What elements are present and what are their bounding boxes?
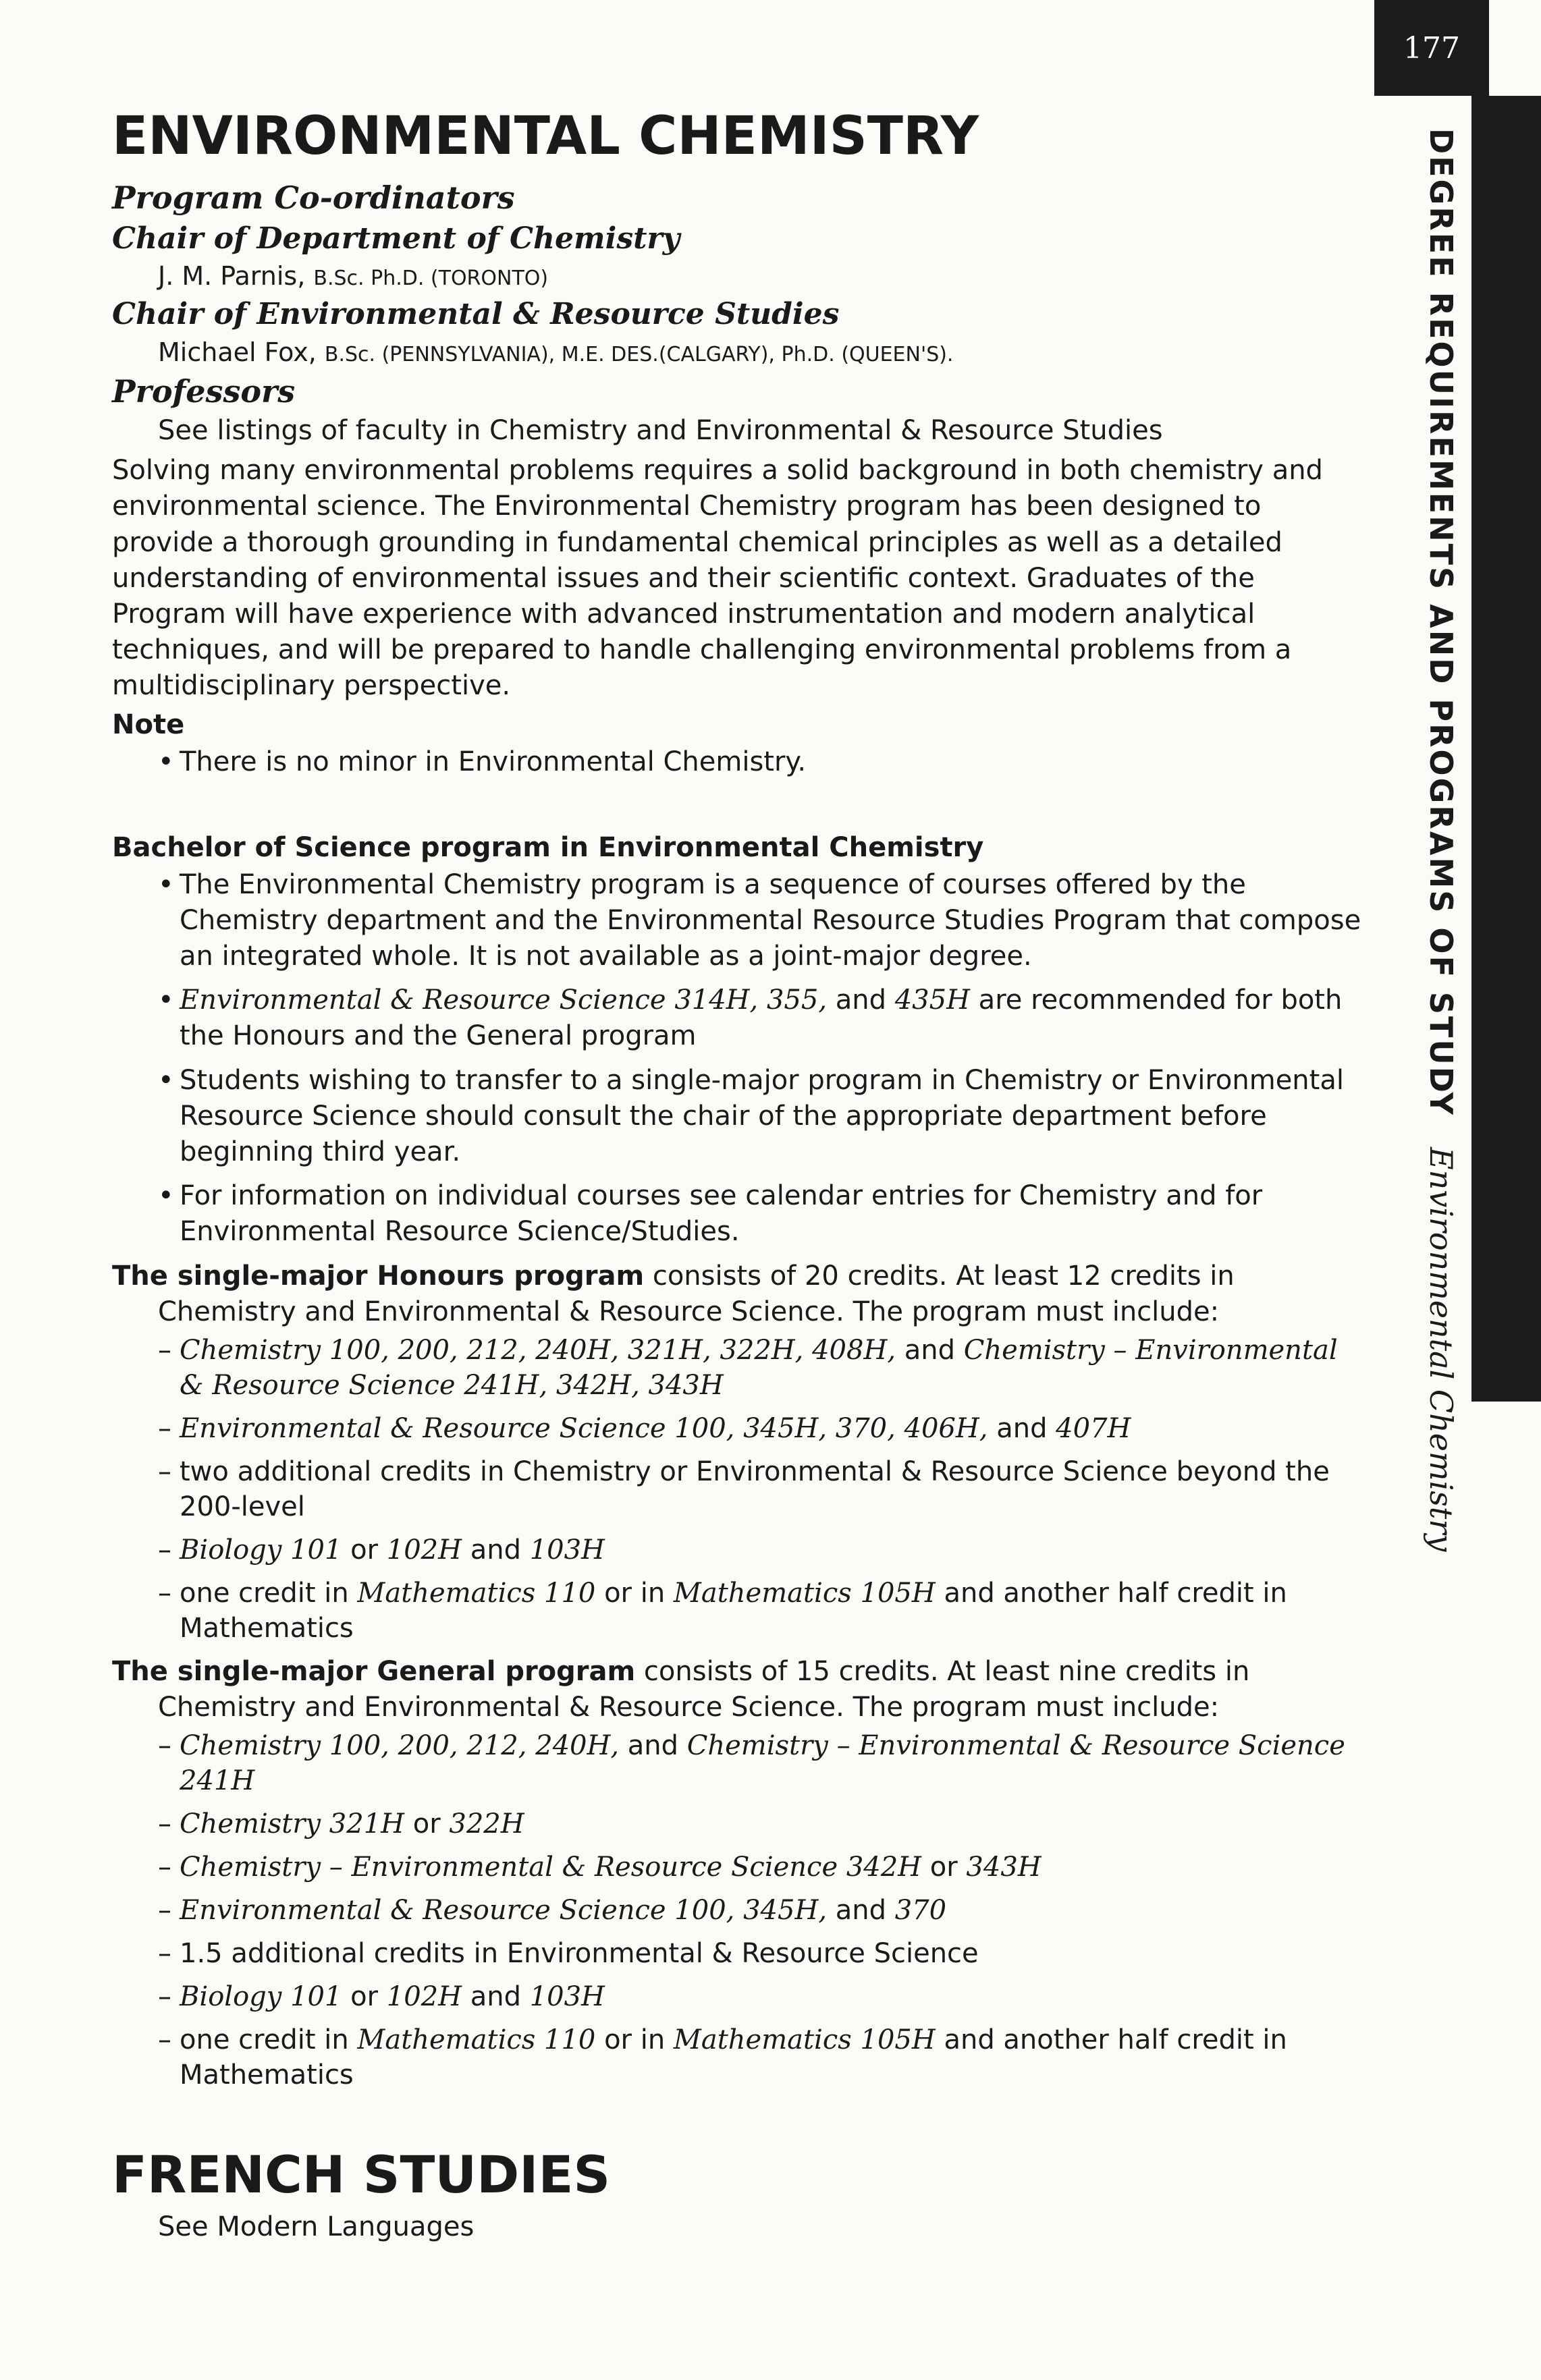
text: and [462, 1981, 530, 2013]
note-heading: Note [112, 709, 185, 741]
list-item [112, 1893, 1368, 1928]
course-ref: Mathematics 110 [357, 2024, 596, 2056]
chem-chair-label: Chair of Department of Chemistry [112, 221, 680, 256]
list-item [112, 1979, 1368, 2014]
list-item [112, 2022, 1368, 2093]
course-ref: Environmental & Resource Science 100, 345H, [180, 1895, 828, 1927]
course-ref: Chemistry 100, 200, 212, 240H, [180, 1730, 620, 1762]
course-ref: 407H [1056, 1412, 1131, 1444]
course-ref: 435H [894, 985, 970, 1016]
text: and another half credit in Mathematics [180, 2024, 1287, 2091]
note-item: • There is no minor in Environmental Chemistry. [112, 744, 1368, 780]
bsc-item-3: • Students wishing to transfer to a single-major program in Chemistry or Environmental Resource Science should consult the chair of the appropriate department before beginning third year. [112, 1063, 1368, 1171]
honours-requirements [112, 1333, 1368, 1646]
list-item [112, 1850, 1368, 1885]
side-running-header [1392, 128, 1459, 1551]
chem-chair-name: J. M. Parnis, [158, 261, 306, 292]
general-requirements [112, 1728, 1368, 2093]
course-ref: 103H [529, 1981, 605, 2013]
course-ref: 322H [449, 1808, 524, 1840]
general-program-label: The single-major General program [112, 1655, 636, 1687]
text: or [921, 1852, 967, 1883]
page-number [1374, 0, 1489, 96]
text: or [342, 1981, 387, 2013]
text: consists of 15 credits. At least nine credits in Chemistry and Environmental & Resource Science. The program must include: [158, 1655, 1250, 1723]
text: are recommended for both the Honours and the General program [180, 985, 1343, 1052]
intro-paragraph: Solving many environmental problems requires a solid background in both chemistry and environmental science. The Environmental Chemistry program has been designed to provide a thorough grounding in fundamental chemical principles as well as a detailed understanding of environmental issues and their scientific context. Graduates of the Program will have experience with advanced instrumentation and modern analytical techniques, and will be prepared to handle challenging environmental problems from a multidisciplinary perspective. [112, 455, 1323, 702]
french-studies-text: See Modern Languages [158, 2211, 475, 2242]
list-item: – two additional credits in Chemistry or Environmental & Resource Science beyond the 200-level [112, 1454, 1368, 1524]
course-ref: 370 [894, 1895, 947, 1927]
note-list [112, 744, 1368, 780]
text: or in [595, 2024, 674, 2056]
course-ref: 102H [386, 1981, 462, 2013]
bsc-item-2 [112, 983, 1368, 1054]
course-ref: Mathematics 105H [673, 2024, 936, 2056]
course-ref: Chemistry – Environmental & Resource Science 342H [180, 1852, 922, 1883]
bsc-heading: Bachelor of Science program in Environmental Chemistry [112, 831, 984, 863]
side-tab-bar [1471, 96, 1541, 1402]
text: and [896, 1334, 964, 1366]
professors-text: See listings of faculty in Chemistry and Environmental & Resource Studies [158, 415, 1163, 447]
text: and another half credit in Mathematics [180, 1577, 1287, 1644]
course-ref: Environmental & Resource Science 100, 345H, 370, 406H, [180, 1412, 988, 1444]
text: consists of 20 credits. At least 12 credits in Chemistry and Environmental & Resource Science. The program must include: [158, 1260, 1235, 1327]
french-studies-title: FRENCH STUDIES [112, 2144, 611, 2205]
course-ref: 343H [966, 1852, 1042, 1883]
list-item: – 1.5 additional credits in Environmental & Resource Science [112, 1936, 1368, 1971]
text: and [827, 985, 895, 1016]
course-ref: 102H [386, 1534, 462, 1566]
course-ref: 103H [529, 1534, 605, 1566]
honours-program-intro [112, 1258, 1368, 1330]
text: and [462, 1534, 530, 1566]
text: and [619, 1730, 687, 1762]
env-chair-label: Chair of Environmental & Resource Studies [112, 297, 840, 332]
page-title: ENVIRONMENTAL CHEMISTRY [112, 106, 979, 167]
list-item [112, 1411, 1368, 1446]
list-item [112, 1532, 1368, 1568]
env-chair-credentials: B.Sc. (PENNSYLVANIA), M.E. DES.(CALGARY), Ph.D. (QUEEN'S). [324, 342, 954, 366]
course-ref: Biology 101 [180, 1534, 342, 1566]
course-ref: Biology 101 [180, 1981, 342, 2013]
course-ref: Chemistry 100, 200, 212, 240H, 321H, 322H, 408H, [180, 1334, 896, 1366]
text: or [404, 1808, 450, 1840]
side-header-upper: DEGREE REQUIREMENTS AND PROGRAMS OF STUDY [1423, 128, 1459, 1117]
text: and [988, 1412, 1056, 1444]
page-content [112, 108, 1368, 2245]
honours-program-label: The single-major Honours program [112, 1260, 645, 1292]
text: one credit in [180, 2024, 358, 2056]
text: one credit in [180, 1577, 358, 1609]
course-ref: Mathematics 110 [357, 1577, 596, 1609]
text: or in [595, 1577, 674, 1609]
text: and [827, 1895, 895, 1927]
page-number-text: 177 [1403, 30, 1460, 65]
general-program-intro [112, 1654, 1368, 1725]
chem-chair-person [158, 258, 1368, 294]
chem-chair-credentials: B.Sc. Ph.D. (TORONTO) [313, 267, 549, 291]
course-ref: Mathematics 105H [673, 1577, 936, 1609]
list-item [112, 1728, 1368, 1798]
bsc-item-1: • The Environmental Chemistry program is a sequence of courses offered by the Chemistry department and the Environmental Resource Studies Program that compose an integrated whole. It is not available as a joint-major degree. [112, 867, 1368, 975]
list-item [112, 1333, 1368, 1403]
course-ref: Chemistry 321H [180, 1808, 405, 1840]
course-ref: Environmental & Resource Science 314H, 355, [180, 985, 828, 1016]
text: or [342, 1534, 387, 1566]
bsc-list [112, 867, 1368, 1250]
bsc-item-4: • For information on individual courses see calendar entries for Chemistry and for Environmental Resource Science/Studies. [112, 1178, 1368, 1250]
professors-heading: Professors [112, 373, 296, 410]
side-header-italic: Environmental Chemistry [1423, 1146, 1459, 1551]
env-chair-person [158, 335, 1368, 370]
env-chair-name: Michael Fox, [158, 337, 317, 367]
course-ref: Chemistry – Environmental & Resource Science 241H, 342H, 343H [180, 1334, 1338, 1401]
course-ref: Chemistry – Environmental & Resource Science 241H [180, 1730, 1345, 1797]
list-item [112, 1806, 1368, 1842]
coordinators-heading: Program Co-ordinators [112, 179, 515, 216]
list-item [112, 1576, 1368, 1646]
